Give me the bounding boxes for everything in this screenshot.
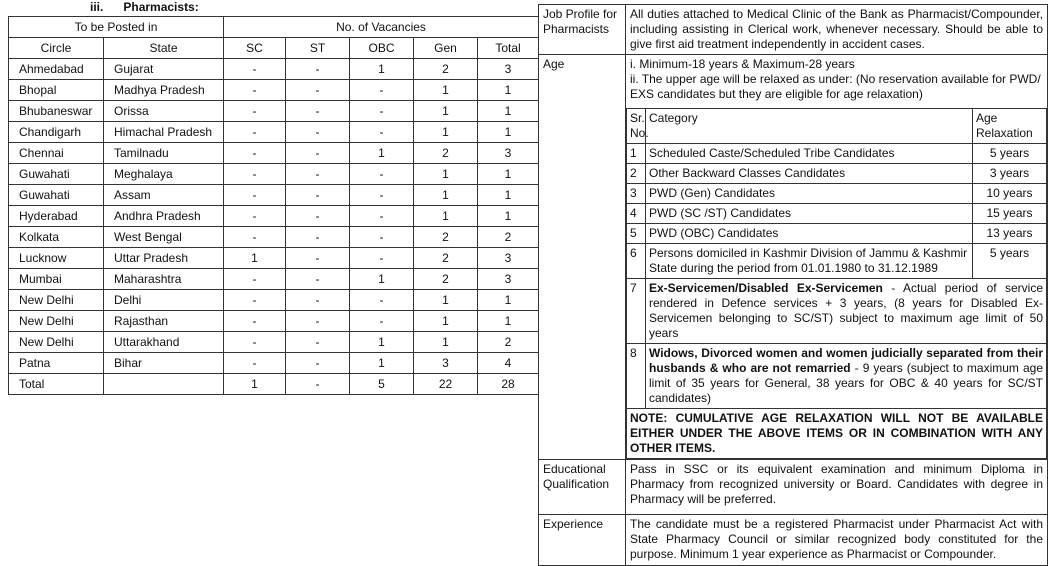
count-cell: - <box>224 311 286 332</box>
state-cell: West Bengal <box>104 227 224 248</box>
relax-sr: 2 <box>627 164 646 184</box>
count-cell: - <box>286 332 350 353</box>
relax-sr: 1 <box>627 144 646 164</box>
column-header-gen: Gen <box>414 38 478 59</box>
relax-row <box>627 244 1047 279</box>
count-cell: - <box>224 80 286 101</box>
state-cell: Rajasthan <box>104 311 224 332</box>
column-header-state: State <box>104 38 224 59</box>
count-cell: - <box>224 269 286 290</box>
count-cell: - <box>286 374 350 395</box>
count-cell: 1 <box>350 269 414 290</box>
circle-cell: Total <box>9 374 104 395</box>
count-cell: 1 <box>414 206 478 227</box>
table-row <box>9 164 539 185</box>
count-cell: - <box>286 122 350 143</box>
count-cell: - <box>350 227 414 248</box>
circle-cell: Guwahati <box>9 164 104 185</box>
count-cell: - <box>350 122 414 143</box>
profile-table <box>538 4 1048 566</box>
count-cell: - <box>350 185 414 206</box>
experience-text: The candidate must be a registered Pharmacist under Pharmacist Act with State Pharmacy Council or similar recognized body constituted for the purpose. Minimum 1 year experience as Pharmacist or Compounder. <box>626 515 1048 566</box>
count-cell: - <box>224 332 286 353</box>
job-profile-text: All duties attached to Medical Clinic of the Bank as Pharmacist/Compounder, including assisting in Clerical work, whenever necessary. Should be able to give first aid treatment independently in accident cases. <box>626 5 1048 55</box>
count-cell: 1 <box>478 206 539 227</box>
section-number: iii. <box>90 0 104 14</box>
count-cell: - <box>224 185 286 206</box>
relax-sr: 4 <box>627 204 646 224</box>
relax-row-7-bold: Ex-Servicemen/Disabled Ex-Servicemen <box>649 281 883 295</box>
table-row <box>9 101 539 122</box>
count-cell: 1 <box>414 311 478 332</box>
count-cell: 1 <box>414 101 478 122</box>
state-cell: Assam <box>104 185 224 206</box>
count-cell: - <box>224 59 286 80</box>
table-row <box>9 374 539 395</box>
relax-years: 15 years <box>973 204 1047 224</box>
age-content <box>626 55 1048 460</box>
count-cell: - <box>286 164 350 185</box>
relax-row-8 <box>627 344 1047 409</box>
table-row <box>9 59 539 80</box>
count-cell: - <box>286 290 350 311</box>
table-row <box>9 80 539 101</box>
age-limit-line: i. Minimum-18 years & Maximum-28 years <box>630 57 855 71</box>
relax-sr: 6 <box>627 244 646 279</box>
count-cell: 1 <box>478 311 539 332</box>
count-cell: 1 <box>414 122 478 143</box>
relax-row-8-detail: - 9 years (subject to maximum age limit of 35 years for General, 38 years for OBC & 40 years for SC/ST candidates) <box>649 361 1043 405</box>
relax-sr: 5 <box>627 224 646 244</box>
table-row <box>9 143 539 164</box>
age-relaxation-table <box>626 108 1047 459</box>
state-cell: Uttarakhand <box>104 332 224 353</box>
count-cell: 1 <box>350 143 414 164</box>
count-cell: - <box>224 101 286 122</box>
count-cell: 28 <box>478 374 539 395</box>
relax-row <box>627 204 1047 224</box>
column-header-total: Total <box>478 38 539 59</box>
count-cell: - <box>286 353 350 374</box>
column-header-st: ST <box>286 38 350 59</box>
table-row <box>9 206 539 227</box>
count-cell: 1 <box>478 290 539 311</box>
count-cell: 2 <box>478 227 539 248</box>
relax-category: Scheduled Caste/Scheduled Tribe Candidates <box>646 144 973 164</box>
count-cell: - <box>286 248 350 269</box>
count-cell: 1 <box>414 290 478 311</box>
count-cell: 2 <box>414 248 478 269</box>
count-cell: - <box>350 311 414 332</box>
relax-row <box>627 224 1047 244</box>
posted-group-header: To be Posted in <box>9 17 224 38</box>
count-cell: 3 <box>414 353 478 374</box>
count-cell: - <box>286 59 350 80</box>
count-cell: 1 <box>414 185 478 206</box>
vacancies-table <box>8 16 539 395</box>
state-cell: Uttar Pradesh <box>104 248 224 269</box>
count-cell: 1 <box>224 374 286 395</box>
count-cell: 3 <box>478 59 539 80</box>
column-header-obc: OBC <box>350 38 414 59</box>
table-row <box>9 248 539 269</box>
circle-cell: Hyderabad <box>9 206 104 227</box>
vacancies-body <box>9 59 539 395</box>
count-cell: 1 <box>224 248 286 269</box>
relax-row <box>627 164 1047 184</box>
count-cell: 1 <box>414 80 478 101</box>
circle-cell: Bhopal <box>9 80 104 101</box>
relax-years: 10 years <box>973 184 1047 204</box>
count-cell: - <box>286 185 350 206</box>
section-heading <box>90 0 199 14</box>
circle-cell: New Delhi <box>9 290 104 311</box>
relax-years: 3 years <box>973 164 1047 184</box>
table-row <box>9 353 539 374</box>
table-row <box>9 227 539 248</box>
job-profile-label: Job Profile for Pharmacists <box>539 5 626 55</box>
state-cell: Himachal Pradesh <box>104 122 224 143</box>
table-row <box>9 290 539 311</box>
count-cell: - <box>350 80 414 101</box>
relax-category: PWD (Gen) Candidates <box>646 184 973 204</box>
circle-cell: New Delhi <box>9 311 104 332</box>
count-cell: 2 <box>414 59 478 80</box>
section-title: Pharmacists: <box>123 0 199 14</box>
job-profile-row <box>539 5 1048 55</box>
circle-cell: New Delhi <box>9 332 104 353</box>
count-cell: - <box>224 143 286 164</box>
count-cell: 1 <box>478 80 539 101</box>
relax-row <box>627 184 1047 204</box>
count-cell: 3 <box>478 248 539 269</box>
relax-header-category: Category <box>646 109 973 144</box>
relax-row-7-detail: - Actual period of service rendered in Defence services + 3 years, (8 years for Disabled Ex-Servicemen belonging to SC/ST) subject to maximum age limit of 50 years <box>649 281 1043 340</box>
circle-cell: Bhubaneswar <box>9 101 104 122</box>
group-header-row <box>9 17 539 38</box>
table-row <box>9 122 539 143</box>
count-cell: 1 <box>350 59 414 80</box>
education-row <box>539 460 1048 515</box>
relax-years: 5 years <box>973 144 1047 164</box>
count-cell: 2 <box>478 332 539 353</box>
age-label: Age <box>539 55 626 460</box>
circle-cell: Lucknow <box>9 248 104 269</box>
count-cell: - <box>224 164 286 185</box>
table-row <box>9 269 539 290</box>
relax-sr: 8 <box>627 344 646 409</box>
count-cell: - <box>350 290 414 311</box>
experience-label: Experience <box>539 515 626 566</box>
count-cell: 1 <box>414 332 478 353</box>
state-cell <box>104 374 224 395</box>
count-cell: 1 <box>414 164 478 185</box>
circle-cell: Chandigarh <box>9 122 104 143</box>
column-header-sc: SC <box>224 38 286 59</box>
count-cell: - <box>224 206 286 227</box>
column-header-row <box>9 38 539 59</box>
state-cell: Delhi <box>104 290 224 311</box>
count-cell: 2 <box>414 269 478 290</box>
relax-row-8-text <box>646 344 1047 409</box>
count-cell: - <box>286 80 350 101</box>
circle-cell: Guwahati <box>9 185 104 206</box>
relax-note-row <box>627 409 1047 459</box>
relax-category: Other Backward Classes Candidates <box>646 164 973 184</box>
table-row <box>9 185 539 206</box>
experience-row <box>539 515 1048 566</box>
count-cell: - <box>286 143 350 164</box>
count-cell: - <box>350 164 414 185</box>
relax-category: Persons domiciled in Kashmir Division of Jammu & Kashmir State during the period from 01.01.1980 to 31.12.1989 <box>646 244 973 279</box>
state-cell: Bihar <box>104 353 224 374</box>
relax-header-row <box>627 109 1047 144</box>
relax-sr: 3 <box>627 184 646 204</box>
state-cell: Tamilnadu <box>104 143 224 164</box>
count-cell: 2 <box>414 227 478 248</box>
count-cell: - <box>286 311 350 332</box>
state-cell: Orissa <box>104 101 224 122</box>
state-cell: Andhra Pradesh <box>104 206 224 227</box>
count-cell: 3 <box>478 143 539 164</box>
table-row <box>9 311 539 332</box>
age-note: NOTE: CUMULATIVE AGE RELAXATION WILL NOT BE AVAILABLE EITHER UNDER THE ABOVE ITEMS OR IN COMBINATION WITH ANY OTHER ITEMS. <box>627 409 1047 459</box>
vacancies-group-header: No. of Vacancies <box>224 17 539 38</box>
count-cell: - <box>224 122 286 143</box>
circle-cell: Kolkata <box>9 227 104 248</box>
relax-category: PWD (SC /ST) Candidates <box>646 204 973 224</box>
relax-row <box>627 144 1047 164</box>
count-cell: - <box>224 353 286 374</box>
count-cell: - <box>286 206 350 227</box>
circle-cell: Patna <box>9 353 104 374</box>
relax-category: PWD (OBC) Candidates <box>646 224 973 244</box>
count-cell: 1 <box>350 332 414 353</box>
education-text: Pass in SSC or its equivalent examination and minimum Diploma in Pharmacy from recognized university or Board. Candidates with degree in Pharmacy will be preferred. <box>626 460 1048 515</box>
state-cell: Maharashtra <box>104 269 224 290</box>
education-label: Educational Qualification <box>539 460 626 515</box>
circle-cell: Ahmedabad <box>9 59 104 80</box>
count-cell: 1 <box>478 101 539 122</box>
state-cell: Madhya Pradesh <box>104 80 224 101</box>
table-row <box>9 332 539 353</box>
circle-cell: Chennai <box>9 143 104 164</box>
age-row <box>539 55 1048 460</box>
count-cell: - <box>286 227 350 248</box>
count-cell: 1 <box>478 122 539 143</box>
count-cell: 22 <box>414 374 478 395</box>
count-cell: - <box>350 101 414 122</box>
relax-row-8-bold: Widows, Divorced women and women judicially separated from their husbands & who are not remarried <box>649 346 1043 375</box>
count-cell: - <box>224 290 286 311</box>
state-cell: Gujarat <box>104 59 224 80</box>
count-cell: - <box>286 269 350 290</box>
column-header-circle: Circle <box>9 38 104 59</box>
count-cell: 2 <box>414 143 478 164</box>
relax-row-7 <box>627 279 1047 344</box>
count-cell: 1 <box>350 353 414 374</box>
circle-cell: Mumbai <box>9 269 104 290</box>
relax-years: 5 years <box>973 244 1047 279</box>
count-cell: - <box>286 101 350 122</box>
count-cell: 1 <box>478 164 539 185</box>
age-relaxation-intro: ii. The upper age will be relaxed as under: (No reservation available for PWD/ EXS candidates but they are eligible for age relaxation) <box>630 72 1041 101</box>
count-cell: 4 <box>478 353 539 374</box>
count-cell: - <box>350 206 414 227</box>
count-cell: 1 <box>478 185 539 206</box>
relax-sr: 7 <box>627 279 646 344</box>
relax-row-7-text <box>646 279 1047 344</box>
relax-years: 13 years <box>973 224 1047 244</box>
count-cell: 5 <box>350 374 414 395</box>
state-cell: Meghalaya <box>104 164 224 185</box>
count-cell: 3 <box>478 269 539 290</box>
relax-header-sr: Sr. No. <box>627 109 646 144</box>
count-cell: - <box>224 227 286 248</box>
relax-header-relaxation: Age Relaxation <box>973 109 1047 144</box>
count-cell: - <box>350 248 414 269</box>
